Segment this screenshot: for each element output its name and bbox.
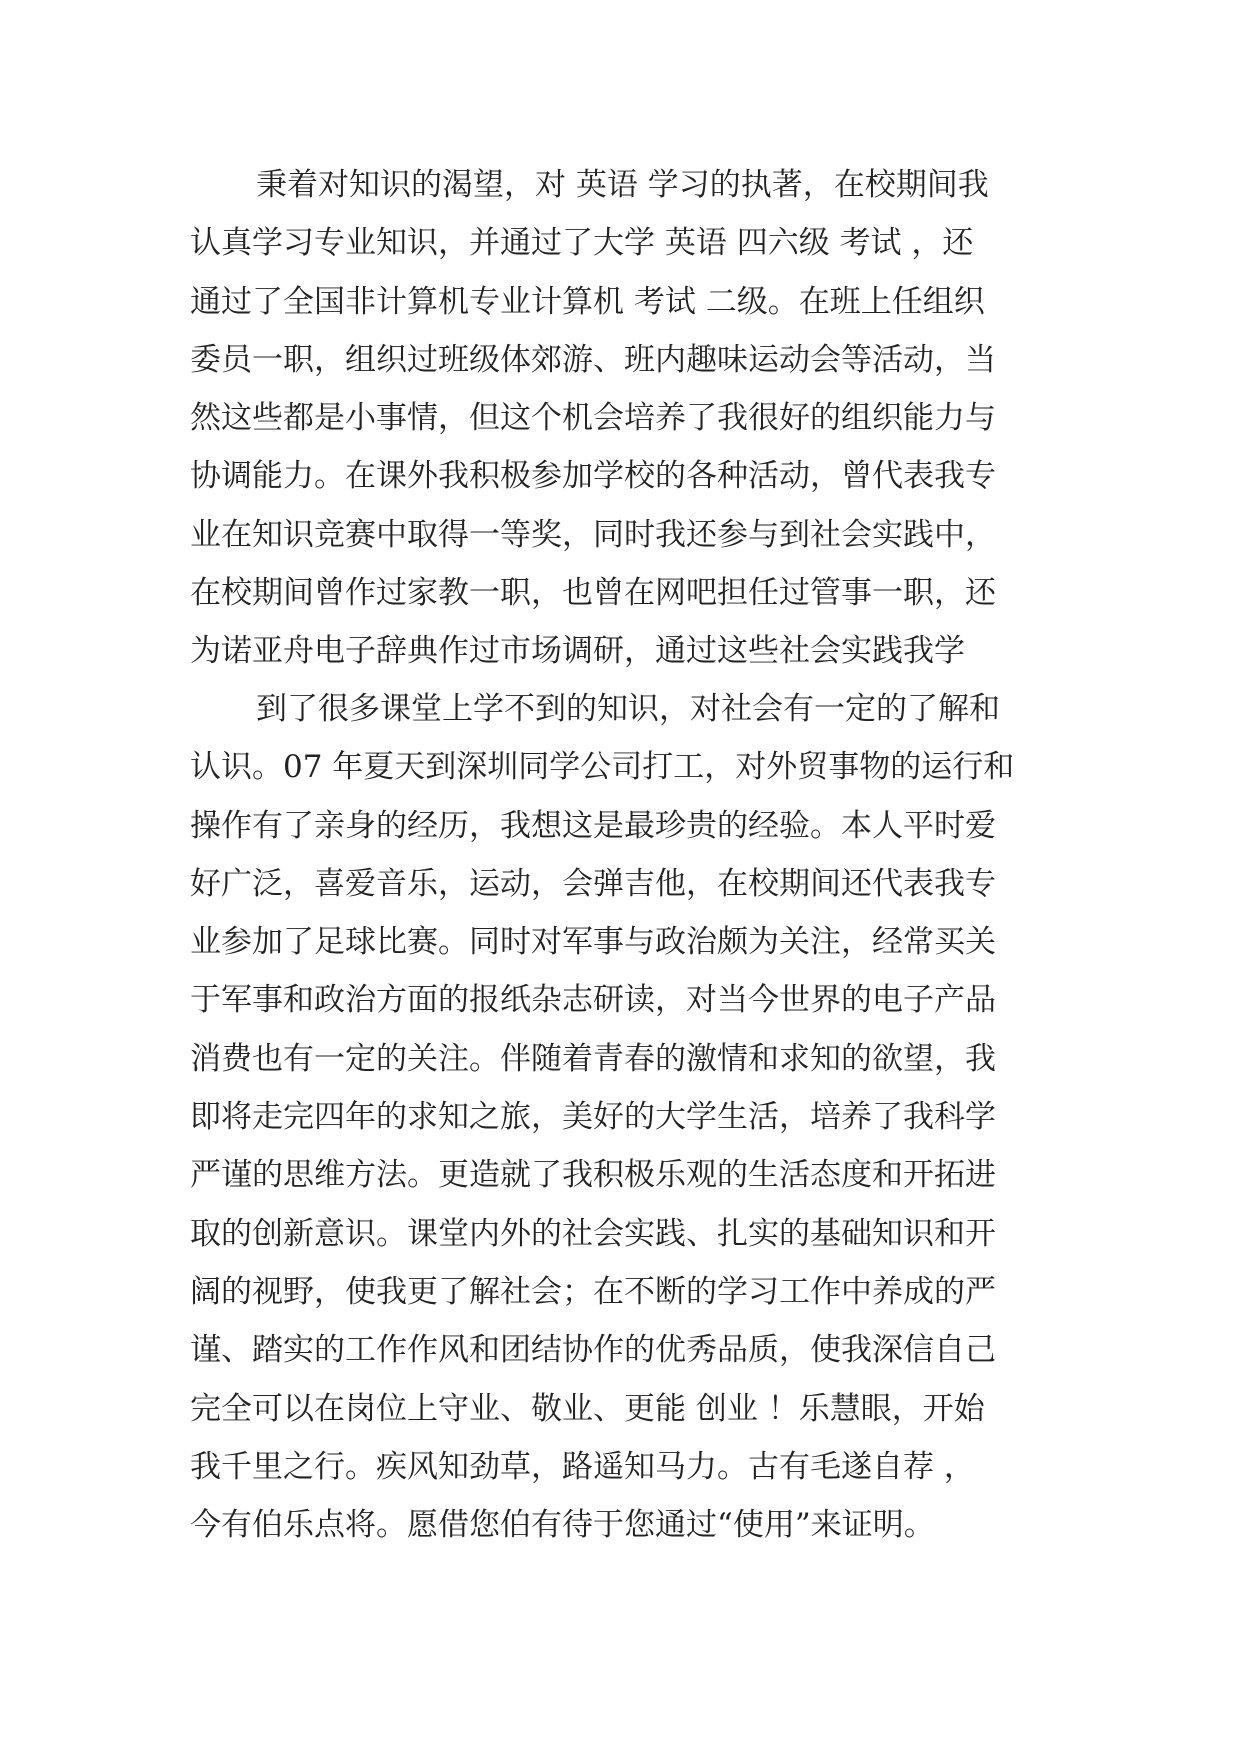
paragraph-line: 消费也有一定的关注。伴随着青春的激情和求知的欲望，我 (190, 1040, 996, 1077)
paragraph-line: 谨、踏实的工作作风和团结协作的优秀品质，使我深信自己 (190, 1332, 996, 1369)
paragraph-line: 完全可以在岗位上守业、敬业、更能 创业 ！乐慧眼，开始 (190, 1390, 985, 1427)
paragraph-line: 操作有了亲身的经历，我想这是最珍贵的经验。本人平时爱 (190, 807, 996, 844)
paragraph-2 (190, 680, 1070, 1554)
paragraph-line: 委员一职，组织过班级体郊游、班内趣味运动会等活动，当 (190, 341, 996, 378)
paragraph-line: 然这些都是小事情，但这个机会培养了我很好的组织能力与 (190, 400, 996, 437)
paragraph-line: 业在知识竞赛中取得一等奖，同时我还参与到社会实践中， (190, 516, 996, 553)
paragraph-line: 好广泛，喜爱音乐，运动，会弹吉他，在校期间还代表我专 (190, 865, 996, 902)
paragraph-line: 为诺亚舟电子辞典作过市场调研，通过这些社会实践我学 (190, 633, 965, 670)
paragraph-1 (190, 156, 1070, 681)
paragraph-line: 阔的视野，使我更了解社会；在不断的学习工作中养成的严 (190, 1273, 996, 1310)
paragraph-line: 认真学习专业知识，并通过了大学 英语 四六级 考试 ，还 (190, 225, 974, 262)
paragraph-line: 在校期间曾作过家教一职，也曾在网吧担任过管事一职，还 (190, 575, 996, 612)
paragraph-line: 到了很多课堂上学不到的知识，对社会有一定的了解和 (256, 691, 1000, 727)
paragraph-line: 我千里之行。疾风知劲草，路遥知马力。古有毛遂自荐 ， (190, 1448, 975, 1485)
paragraph-line: 通过了全国非计算机专业计算机 考试 二级。在班上任组织 (190, 283, 985, 320)
paragraph-line: 严谨的思维方法。更造就了我积极乐观的生活态度和开拓进 (190, 1157, 996, 1194)
paragraph-line: 于军事和政治方面的报纸杂志研读，对当今世界的电子产品 (190, 982, 996, 1019)
paragraph-line: 协调能力。在课外我积极参加学校的各种活动，曾代表我专 (190, 458, 996, 495)
paragraph-line: 业参加了足球比赛。同时对军事与政治颇为关注，经常买关 (190, 924, 996, 961)
paragraph-line: 取的创新意识。课堂内外的社会实践、扎实的基础知识和开 (190, 1215, 996, 1252)
paragraph-line: 今有伯乐点将。愿借您伯有待于您通过“使用”来证明。 (190, 1507, 935, 1544)
paragraph-line: 秉着对知识的渴望，对 英语 学习的执著，在校期间我 (256, 167, 989, 203)
paragraph-line: 认识。07 年夏天到深圳同学公司打工，对外贸事物的运行和 (190, 749, 1015, 786)
paragraph-line: 即将走完四年的求知之旅，美好的大学生活，培养了我科学 (190, 1099, 996, 1136)
